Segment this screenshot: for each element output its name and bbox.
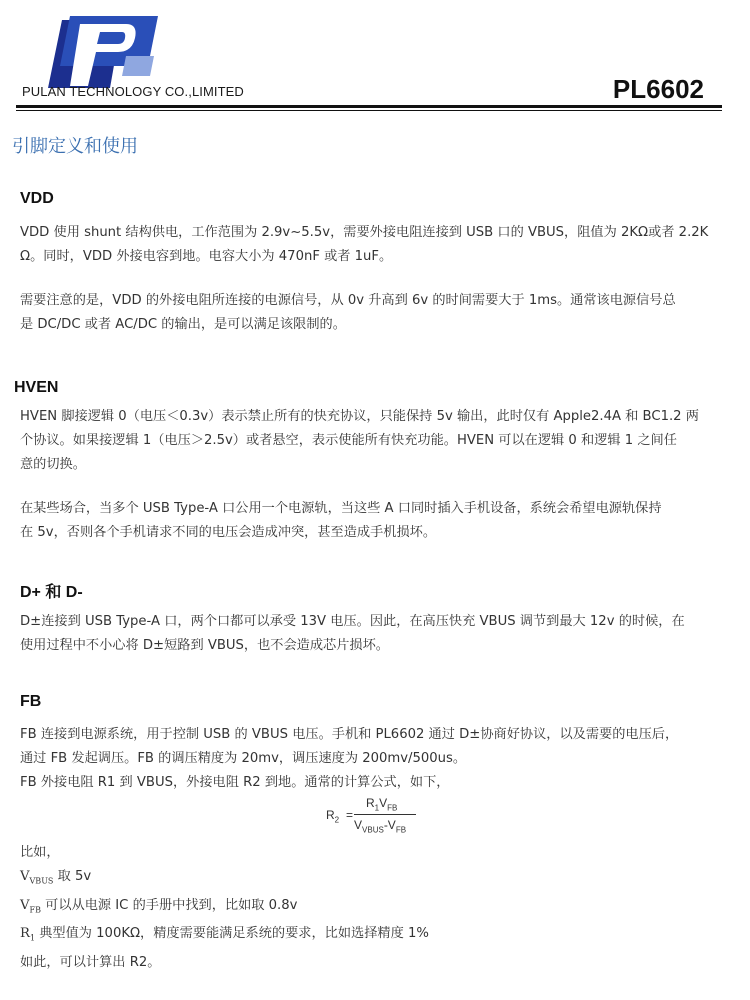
text-line: FB 连接到电源系统，用于控制 USB 的 VBUS 电压。手机和 PL6602 通过 D±协商好协议，以及需要的电压后，	[20, 727, 679, 742]
text-line: $R_1$ 典型值为 100KΩ，精度需要能满足系统的要求，比如选择精度 1%	[20, 926, 429, 943]
text-line: FB 外接电阻 R1 到 VBUS，外接电阻 R2 到地。通常的计算公式，如下，	[20, 775, 450, 790]
text-line: $V_{FB}$ 可以从电源 IC 的手册中找到，比如取 0.8v	[20, 897, 298, 915]
fb-paragraph	[20, 723, 728, 795]
text-line: 需要注意的是，VDD 的外接电阻所连接的电源信号，从 0v 升高到 6v 的时间需要大于 1ms。通常该电源信号总	[20, 293, 676, 308]
dpdm-heading: D+ 和 D-	[20, 584, 83, 601]
text-line: 在 5v，否则各个手机请求不同的电压会造成冲突，甚至造成手机损坏。	[20, 525, 437, 540]
header-divider	[16, 105, 722, 108]
dpdm-paragraph	[20, 610, 728, 658]
vdd-paragraph-1	[20, 221, 728, 269]
text-line: $V_{VBUS}$ 取 5v	[20, 869, 92, 886]
text-line: 比如，	[20, 845, 60, 860]
text-line: 通过 FB 发起调压。FB 的调压精度为 20mv，调压速度为 200mv/500us。	[20, 751, 467, 766]
hven-paragraph-2	[20, 497, 728, 545]
vdd-paragraph-2	[20, 289, 728, 337]
text-line: VDD 使用 shunt 结构供电，工作范围为 2.9v~5.5v，需要外接电阻连接到 USB 口的 VBUS，阻值为 2KΩ或者 2.2K	[20, 225, 709, 240]
fb-heading: FB	[20, 693, 42, 710]
formula-numerator: $R_1V_{FB}$	[366, 796, 398, 813]
text-line: D±连接到 USB Type-A 口，两个口都可以承受 13V 电压。因此，在高压快充 VBUS 调节到最大 12v 的时候，在	[20, 614, 685, 629]
company-name: PULAN TECHNOLOGY CO.,LIMITED	[22, 84, 244, 99]
r2-formula	[326, 794, 426, 838]
fb-example	[20, 841, 728, 975]
hven-heading: HVEN	[14, 379, 59, 396]
text-line: 如此，可以计算出 R2。	[20, 954, 161, 970]
text-line: 意的切换。	[20, 457, 86, 472]
formula-lhs: $R_2$	[326, 808, 340, 825]
formula-equals: =	[346, 808, 354, 822]
model-number: PL6602	[612, 74, 704, 104]
vdd-heading: VDD	[20, 190, 54, 207]
text-line: 在某些场合，当多个 USB Type-A 口公用一个电源轨，当这些 A 口同时插入手机设备，系统会希望电源轨保持	[20, 501, 662, 516]
text-line: 使用过程中不小心将 D±短路到 VBUS，也不会造成芯片损坏。	[20, 638, 389, 653]
hven-paragraph-1	[20, 405, 728, 477]
text-line: 个协议。如果接逻辑 1（电压＞2.5v）或者悬空，表示使能所有快充功能。HVEN 可以在逻辑 0 和逻辑 1 之间任	[20, 433, 677, 448]
text-line: HVEN 脚接逻辑 0（电压＜0.3v）表示禁止所有的快充协议，只能保持 5v 输出，此时仅有 Apple2.4A 和 BC1.2 两	[20, 409, 699, 424]
header-divider-thin	[16, 110, 722, 111]
formula-denominator: $V_{VBUS}-V_{FB}$	[354, 818, 407, 835]
section-title: 引脚定义和使用	[12, 136, 138, 157]
text-line: 是 DC/DC 或者 AC/DC 的输出，是可以满足该限制的。	[20, 317, 346, 332]
fraction-bar	[354, 814, 416, 815]
text-line: Ω。同时，VDD 外接电容到地。电容大小为 470nF 或者 1uF。	[20, 249, 393, 264]
pulan-logo	[30, 10, 160, 90]
